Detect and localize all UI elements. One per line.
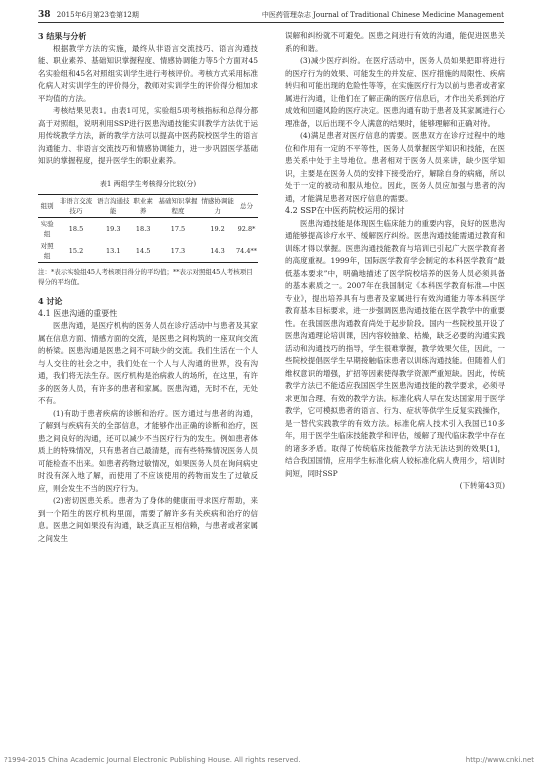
table-header-row (38, 195, 258, 218)
table-cell: 14.3 (210, 247, 225, 255)
paragraph: (2)密切医患关系。患者为了身体的健康而寻求医疗帮助，来到一个陌生的医疗机构里面，需要了解许多有关疾病和治疗的信息。医患之间如果没有沟通，缺乏真正互相信赖，与患者或者家属之间发生 (38, 496, 258, 543)
section-4-heading: 4 讨论 (38, 296, 63, 306)
running-header (38, 8, 504, 23)
paragraph: (4)满足患者对医疗信息的需要。医患双方在诊疗过程中的地位和作用有一定的不平等性，医务人员掌握医学知识和技能，在医患关系中处于主导地位。患者相对于医务人员来讲，缺少医学知识，主要是在医务人员的安排下接受治疗，解除自身的病痛，所以处于一定的被动和服从地位。因此，医务人员应加强与患者的沟通，才能满足患者对医疗信息的需要。 (285, 131, 505, 203)
table-header-cell: 非语言交流技巧 (59, 197, 93, 215)
table-header-cell: 组别 (40, 202, 54, 210)
journal-name: 中医药管理杂志 Journal of Traditional Chinese Medicine Management (261, 11, 504, 19)
table-note: 注：*表示实验组45人考核项目得分的平均值；**表示对照组45人考核项目得分的平均值。 (38, 268, 253, 286)
paragraph: 根据教学方法的实施，最终从非语言交流技巧、语言沟通技能、职业素养、基础知识掌握程度、情感协调能力等5个方面对45名实验组和45名对照组实训学生进行考核评价。考核方式采用标准化病人对实训学生的评价得分，教师对实训学生的评价得分相加求平均值的方法。 (38, 43, 258, 103)
table-cell: 19.2 (210, 225, 225, 233)
section-4-1-heading: 4.1 医患沟通的重要性 (38, 308, 118, 318)
table-header-cell: 语言沟通技能 (96, 197, 130, 215)
section-3-heading: 3 结果与分析 (38, 31, 87, 41)
issue-info: 2015年6月第23卷第12期 (56, 11, 139, 19)
paragraph: 医患沟通技能是体现医生临床能力的重要内容，良好的医患沟通能够提高诊疗水平、缓解医疗纠纷。医患沟通技能需通过教育和训练才得以掌握。医患沟通技能教育与培训已引起广大医学教育者的高度重视。1999年，国际医学教育学会制定的本科医学教育“最低基本要求”中，明确地描述了医学院校培养的医务人员必须具备的基本素质之一。2007年在我国制定《本科医学教育标准—中医专业》，提出培养具有与患者及家属进行有效沟通能力等本科医学教育基本目标要求，进一步强调医患沟通技能在医学教学中的重要性。在我国医患沟通教育尚处于起步阶段。国内一些院校虽开设了医患沟通理论培训课，因内容较抽象、枯燥，缺乏必要的沟通实践活动和沟通技巧的指导，学生很难掌握，教学效果欠佳，因此，一些院校提倡医学生早期接触临床患者以训练沟通技能。但随着人们维权意识的增强，扩招等因素使得教学资源严重短缺。因此，传统教学方法已不能适应我国医学生医患沟通技能的教学要求，必须寻求更加合理、有效的教学方法。标准化病人早在发达国家用于医学教学，它可模拟患者的语言、行为、症状等供学生反复实践操作，是一替代实践教学的有效方法。标准化病人技术引入我国已10多年，用于医学生临床技能教学和评估，缓解了现代临床教学中存在的诸多矛盾。取得了传统临床技能教学方法无法达到的效果[1]，结合我国国情，应用学生标准化病人较标准化病人费用少，培训时间短，同时SSP (285, 218, 505, 478)
table-caption: 表1 两组学生考核得分比较(分) (99, 179, 197, 188)
section-4-2-heading: 4.2 SSP在中医药院校运用的探讨 (285, 206, 405, 215)
table-header-cell: 职业素养 (133, 197, 153, 215)
table-cell: 实验组 (40, 220, 54, 238)
table-row (38, 240, 258, 263)
paragraph: (1)有助于患者疾病的诊断和治疗。医方通过与患者的沟通，了解到与疾病有关的全部信息，才能够作出正确的诊断和治疗，医患之间良好的沟通，还可以减少不当医疗行为的发生。例如患者体质上的特殊情况，只有患者自己最清楚，而有些特殊情况医务人员可能检查不出来。如患者药物过敏情况，如果医务人员在询问病史时没有深入地了解，而使用了不应该使用的药物而发生了过敏反应，则会发生不当的医疗行为。 (38, 408, 258, 493)
paragraph: 误解和纠纷就不可避免。医患之间进行有效的沟通，能促进医患关系的和谐。 (285, 31, 505, 53)
left-column (38, 30, 258, 545)
page-number: 38 (38, 10, 51, 20)
right-column (285, 30, 505, 493)
table-cell: 17.5 (170, 225, 186, 233)
table-cell: 17.3 (170, 247, 186, 255)
table-cell: 92.8* (237, 225, 256, 233)
table-cell: 19.3 (105, 225, 121, 233)
table-cell: 18.5 (68, 225, 84, 233)
table-cell: 14.5 (135, 247, 151, 255)
paragraph: 考核结果见表1。由表1可见，实验组5项考核指标和总得分都高于对照组，说明利用SSP进行医患沟通技能实训教学方法优于运用传统教学方法，新的教学方法可以提高中医药院校医学生的语言沟通能力、非语言交流技巧和情感协调能力，进一步巩固医学基础知识的掌握程度，提升医学生的职业素养。 (38, 106, 258, 165)
table-cell: 13.1 (105, 247, 121, 255)
continued-note: (下转第43页) (459, 481, 505, 490)
website-link[interactable]: http://www.cnki.net (465, 756, 534, 764)
table-header-cell: 情感协调能力 (201, 197, 234, 215)
table-header-cell: 基础知识掌握程度 (158, 197, 198, 215)
table-header-cell: 总分 (239, 202, 253, 210)
table-row (38, 218, 258, 241)
score-table-block (38, 178, 258, 264)
table-cell: 74.4** (235, 247, 257, 255)
paragraph: 医患沟通，是医疗机构的医务人员在诊疗活动中与患者及其家属在信息方面、情感方面的交流，是医患之间构筑的一座双向交流的桥梁。医患沟通是医患之间不可缺少的交流。我们生活在一个人与人交往的社会之中，我们处在一个人与人沟通的世界，没有沟通，我们将无法生存。医疗机构是治病救人的场所，在这里，有许多的医务人员，有许多的患者和家属。医患沟通，无时不在，无处不有。 (38, 321, 258, 405)
score-table (38, 194, 258, 263)
table-cell: 对照组 (40, 242, 54, 260)
paragraph: (3)减少医疗纠纷。在医疗活动中，医务人员如果把即将进行的医疗行为的效果、可能发生的并发症、医疗措施的局限性、疾病转归和可能出现的危险性等等，在实施医疗行为以前与患者或者家属进行沟通，让他们在了解正确的医疗信息后，才作出关系到治疗成效和回避风险的医疗决定。医患沟通有助于患者及其家属进行心理准备，以后出现不令人满意的结果时，能够理解和正确对待。 (285, 56, 505, 128)
copyright-text: ?1994-2015 China Academic Journal Electronic Publishing House. All rights reserved. (4, 756, 301, 764)
table-cell: 15.2 (68, 247, 84, 255)
table-cell: 18.3 (135, 225, 151, 233)
